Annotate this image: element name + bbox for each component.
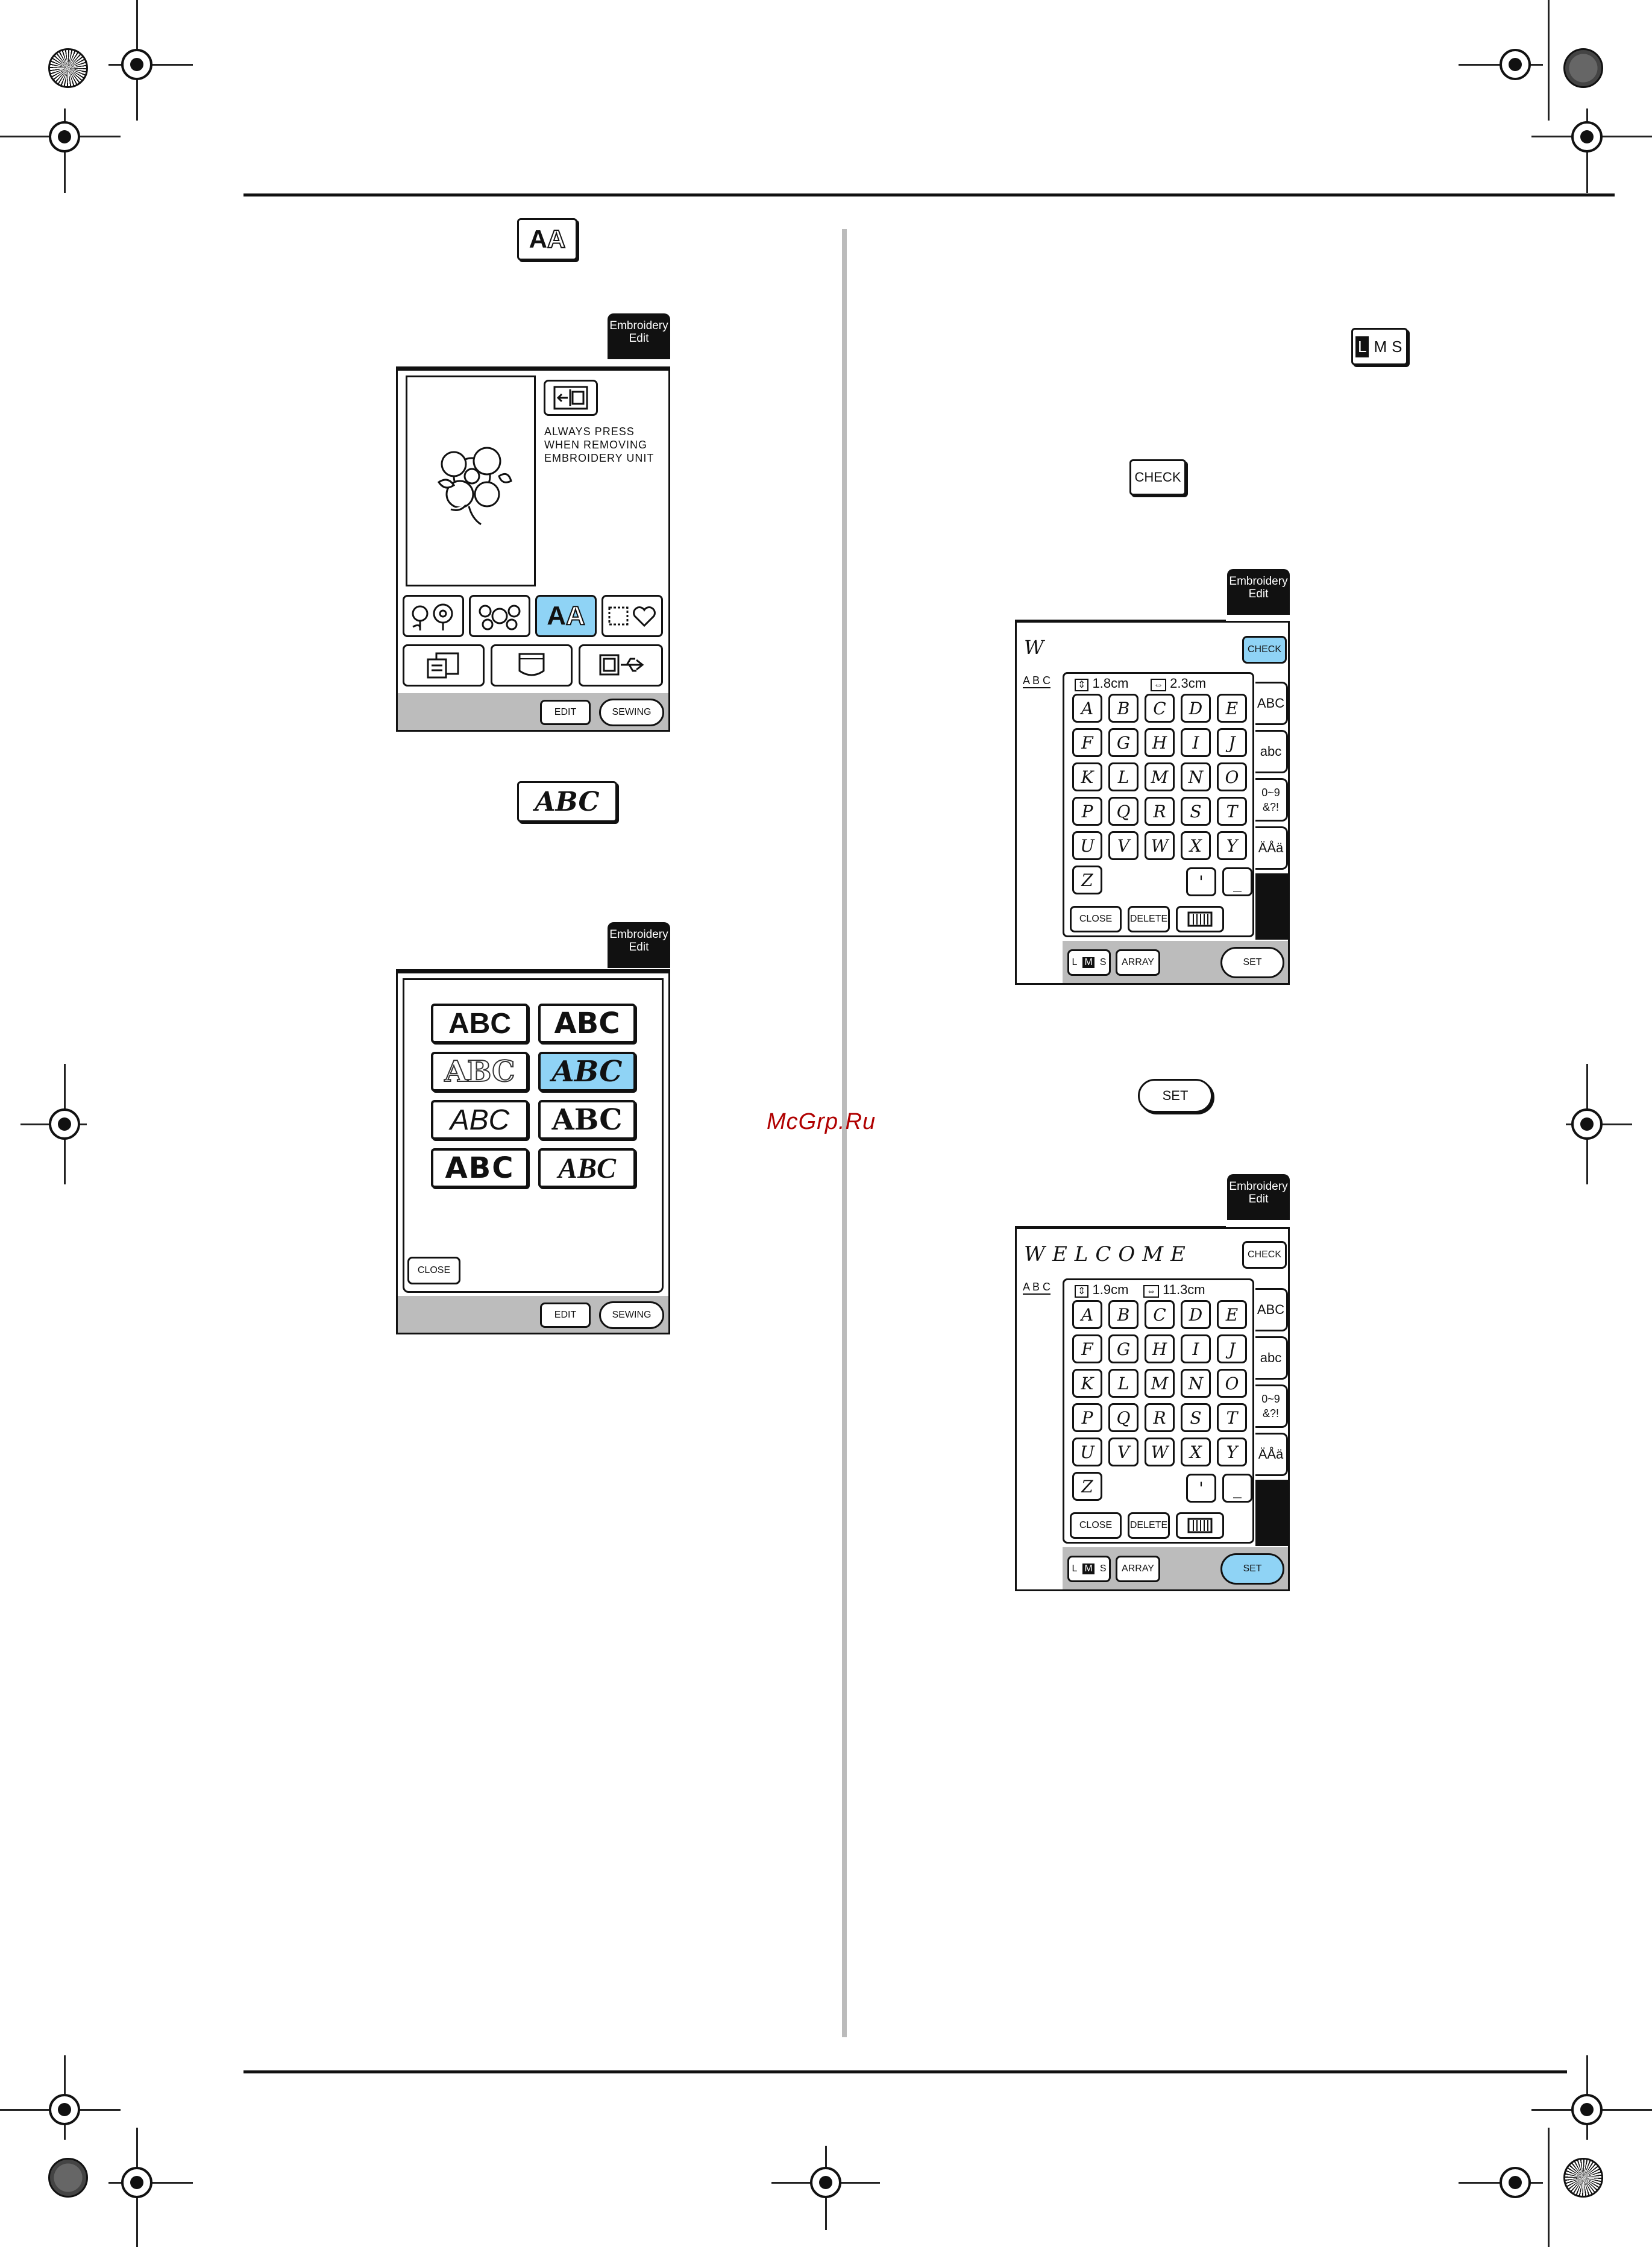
close-button[interactable]: CLOSE [1070, 1512, 1122, 1539]
aa-glyph-solid: A [547, 601, 566, 630]
letter-key-b[interactable]: B [1108, 1300, 1138, 1329]
font-option-3[interactable]: ABC [431, 1052, 529, 1092]
set-button[interactable]: SET [1138, 1079, 1213, 1113]
crosshair-mark [49, 1108, 80, 1140]
letter-key-y[interactable]: Y [1217, 831, 1247, 860]
size-m: M [1082, 957, 1094, 968]
crosshair-mark [1571, 2094, 1603, 2125]
font-option-8[interactable]: ABC [538, 1148, 636, 1188]
crosshair-mark [1500, 49, 1531, 80]
width-value: 2.3cm [1170, 676, 1207, 691]
notice-line: WHEN REMOVING [544, 439, 648, 451]
tab-uppercase[interactable]: ABC [1255, 682, 1288, 725]
header-rule [243, 193, 1615, 196]
check-button[interactable]: CHECK [1242, 636, 1287, 664]
screen-frame [396, 972, 670, 1334]
close-button[interactable]: CLOSE [407, 1257, 460, 1284]
aa-glyph-solid: A [529, 225, 547, 253]
pattern-category-character[interactable] [535, 595, 597, 637]
letter-key-n[interactable]: N [1181, 762, 1211, 791]
flowers-icon [407, 600, 460, 632]
tab-label: Edit [1248, 588, 1269, 600]
letter-key-v[interactable]: V [1108, 1438, 1138, 1466]
crosshair-mark [49, 121, 80, 152]
tab-uppercase[interactable]: ABC [1255, 1288, 1288, 1331]
crosshair-mark [1571, 121, 1603, 152]
underscore-key[interactable]: _ [1222, 867, 1252, 896]
crosshair-mark [1571, 1108, 1603, 1140]
set-button[interactable]: SET [1220, 1553, 1284, 1585]
underscore-key[interactable]: _ [1222, 1474, 1252, 1503]
font-option-4-selected[interactable]: ABC [538, 1052, 636, 1092]
side-tab-filler [1255, 873, 1288, 940]
tab-label: Embroidery [1229, 1180, 1288, 1193]
text-entry-display: W [1024, 636, 1044, 659]
letter-key-c[interactable]: C [1145, 1300, 1175, 1329]
text-entry-display: WELCOME [1024, 1242, 1193, 1266]
tab-label: Embroidery [609, 319, 668, 332]
memory-icon [424, 651, 463, 680]
stitch-icon [1185, 910, 1215, 928]
size-l: L [1072, 957, 1078, 967]
letter-key-u[interactable]: U [1072, 1438, 1102, 1466]
crosshair-mark [49, 2094, 80, 2125]
letter-key-g[interactable]: G [1108, 1334, 1138, 1363]
footer-rule [243, 2070, 1567, 2073]
letter-key-u[interactable]: U [1072, 831, 1102, 860]
unit-notice [544, 425, 654, 465]
letter-key-m[interactable]: M [1145, 1369, 1175, 1398]
letter-key-k[interactable]: K [1072, 762, 1102, 791]
size-l: L [1355, 336, 1369, 357]
tab-numbers-symbols[interactable]: 0~9 &?! [1255, 778, 1288, 822]
width-value: 11.3cm [1163, 1282, 1205, 1297]
letter-key-o[interactable]: O [1217, 762, 1247, 791]
carriage-release-icon [552, 385, 589, 411]
notice-line: EMBROIDERY UNIT [544, 452, 655, 464]
array-button[interactable]: ARRAY [1116, 1556, 1160, 1582]
size-s: S [1392, 337, 1402, 356]
size-l: L [1072, 1563, 1078, 1574]
font-option-5[interactable]: ABC [431, 1100, 529, 1140]
letter-key-x[interactable]: X [1181, 831, 1211, 860]
height-readout [1075, 676, 1128, 691]
apostrophe-key[interactable]: ' [1186, 867, 1216, 896]
letter-key-l[interactable]: L [1108, 762, 1138, 791]
screen-frame [1015, 621, 1290, 985]
letter-key-n[interactable]: N [1181, 1369, 1211, 1398]
height-value: 1.8cm [1092, 676, 1129, 691]
registration-disk [48, 48, 88, 88]
letter-key-b[interactable]: B [1108, 694, 1138, 723]
stitch-density-button[interactable] [1176, 906, 1224, 932]
check-button[interactable]: CHECK [1242, 1241, 1287, 1269]
aa-glyph-outline: A [547, 225, 566, 253]
letter-key-h[interactable]: H [1145, 1334, 1175, 1363]
close-button[interactable]: CLOSE [1070, 906, 1122, 932]
tab-lowercase[interactable]: abc [1255, 730, 1288, 773]
letter-key-r[interactable]: R [1145, 1403, 1175, 1432]
frame-heart-icon [606, 603, 659, 629]
letter-key-g[interactable]: G [1108, 728, 1138, 757]
pocket-icon [516, 652, 547, 679]
registration-disk [48, 2158, 88, 2198]
letter-key-p[interactable]: P [1072, 1403, 1102, 1432]
letter-key-q[interactable]: Q [1108, 797, 1138, 826]
watermark: McGrp.Ru [767, 1109, 876, 1134]
edit-button[interactable]: EDIT [540, 700, 591, 725]
embroidery-edit-tab[interactable] [1227, 1174, 1290, 1220]
tab-label: Embroidery [609, 928, 668, 941]
crosshair-mark [121, 2167, 152, 2198]
pattern-category-ornamental[interactable] [469, 595, 530, 637]
usb-media-button[interactable] [579, 644, 663, 687]
delete-button[interactable]: DELETE [1128, 1512, 1170, 1539]
memory-recall-button[interactable] [403, 644, 485, 687]
letter-key-r[interactable]: R [1145, 797, 1175, 826]
crosshair-mark [121, 49, 152, 80]
width-readout [1143, 1282, 1205, 1298]
screen-frame [396, 369, 670, 732]
height-readout [1075, 1282, 1128, 1298]
font-option-7[interactable]: ABC [431, 1148, 529, 1188]
tab-label: Edit [629, 332, 649, 345]
letter-key-y[interactable]: Y [1217, 1438, 1247, 1466]
letter-key-i[interactable]: I [1181, 728, 1211, 757]
letter-key-x[interactable]: X [1181, 1438, 1211, 1466]
letter-key-l[interactable]: L [1108, 1369, 1138, 1398]
letter-key-a[interactable]: A [1072, 694, 1102, 723]
embroidery-edit-tab[interactable] [1227, 569, 1290, 615]
check-button[interactable]: CHECK [1129, 459, 1186, 495]
letter-key-t[interactable]: T [1217, 797, 1247, 826]
letter-key-e[interactable]: E [1217, 1300, 1247, 1329]
font-indicator: A B C [1023, 1281, 1051, 1295]
embroidery-edit-tab[interactable] [608, 313, 670, 359]
tab-label: Edit [629, 941, 649, 954]
letter-key-c[interactable]: C [1145, 694, 1175, 723]
height-value: 1.9cm [1092, 1282, 1129, 1297]
letter-key-w[interactable]: W [1145, 1438, 1175, 1466]
width-readout [1151, 676, 1206, 691]
letter-key-z[interactable]: Z [1072, 1472, 1102, 1501]
aa-glyph-outline: A [566, 601, 585, 630]
width-icon: ⇔ [1151, 679, 1166, 691]
size-selector-button[interactable] [1351, 328, 1408, 365]
tab-label: Edit [1248, 1193, 1269, 1205]
sewing-button[interactable]: SEWING [599, 1301, 664, 1329]
screen-frame [1015, 1227, 1290, 1591]
letter-key-o[interactable]: O [1217, 1369, 1247, 1398]
size-selector-button[interactable] [1067, 1556, 1111, 1582]
letter-key-z[interactable]: Z [1072, 866, 1102, 894]
letter-key-j[interactable]: J [1217, 728, 1247, 757]
letter-key-f[interactable]: F [1072, 728, 1102, 757]
height-icon: ⇕ [1075, 679, 1088, 691]
size-s: S [1099, 957, 1107, 967]
letter-key-q[interactable]: Q [1108, 1403, 1138, 1432]
apostrophe-key[interactable]: ' [1186, 1474, 1216, 1503]
usb-icon [597, 652, 645, 679]
letter-key-a[interactable]: A [1072, 1300, 1102, 1329]
pattern-category-floral[interactable] [403, 595, 464, 637]
sewing-button[interactable]: SEWING [599, 699, 664, 726]
letter-key-w[interactable]: W [1145, 831, 1175, 860]
array-button[interactable]: ARRAY [1116, 949, 1160, 976]
side-tab-filler [1255, 1480, 1288, 1546]
crosshair-mark [1500, 2167, 1531, 2198]
width-icon: ⇔ [1143, 1285, 1159, 1298]
notice-line: ALWAYS PRESS [544, 426, 635, 438]
registration-disk [1563, 2158, 1603, 2198]
size-selector-button[interactable] [1067, 949, 1111, 976]
flower-embroidery-icon [427, 434, 517, 530]
font-option-6[interactable]: ABC [538, 1100, 636, 1140]
letter-key-k[interactable]: K [1072, 1369, 1102, 1398]
letter-key-j[interactable]: J [1217, 1334, 1247, 1363]
letter-key-f[interactable]: F [1072, 1334, 1102, 1363]
edit-button[interactable]: EDIT [540, 1303, 591, 1328]
tab-label: Embroidery [1229, 575, 1288, 588]
set-button[interactable]: SET [1220, 947, 1284, 978]
letter-key-d[interactable]: D [1181, 1300, 1211, 1329]
embroidery-edit-tab[interactable] [608, 922, 670, 968]
letter-key-m[interactable]: M [1145, 762, 1175, 791]
letter-key-t[interactable]: T [1217, 1403, 1247, 1432]
tab-numbers-symbols[interactable]: 0~9 &?! [1255, 1384, 1288, 1428]
size-m: M [1374, 337, 1387, 356]
size-s: S [1099, 1563, 1107, 1574]
pocket-memory-button[interactable] [491, 644, 573, 687]
registration-disk [1563, 48, 1603, 88]
height-icon: ⇕ [1075, 1285, 1088, 1298]
tab-accented[interactable]: ÄÅä [1255, 1433, 1288, 1476]
letter-key-h[interactable]: H [1145, 728, 1175, 757]
letter-key-s[interactable]: S [1181, 797, 1211, 826]
letter-key-e[interactable]: E [1217, 694, 1247, 723]
tab-lowercase[interactable]: abc [1255, 1336, 1288, 1380]
stitch-density-button[interactable] [1176, 1512, 1224, 1539]
ornament-icon [473, 600, 526, 632]
pattern-category-frame[interactable] [601, 595, 663, 637]
letter-key-p[interactable]: P [1072, 797, 1102, 826]
letter-key-v[interactable]: V [1108, 831, 1138, 860]
delete-button[interactable]: DELETE [1128, 906, 1170, 932]
font-option-1[interactable]: ABC [431, 1004, 529, 1043]
size-m: M [1082, 1563, 1094, 1574]
crosshair-mark [810, 2167, 841, 2198]
font-option-2[interactable]: ABC [538, 1004, 636, 1043]
letter-key-d[interactable]: D [1181, 694, 1211, 723]
font-select-button[interactable]: ABC [517, 781, 617, 822]
tab-accented[interactable]: ÄÅä [1255, 826, 1288, 870]
letter-key-i[interactable]: I [1181, 1334, 1211, 1363]
stitch-icon [1185, 1516, 1215, 1535]
font-category-button[interactable] [517, 218, 577, 260]
embroidery-unit-release-button[interactable] [544, 380, 598, 416]
letter-key-s[interactable]: S [1181, 1403, 1211, 1432]
font-indicator: A B C [1023, 674, 1051, 688]
